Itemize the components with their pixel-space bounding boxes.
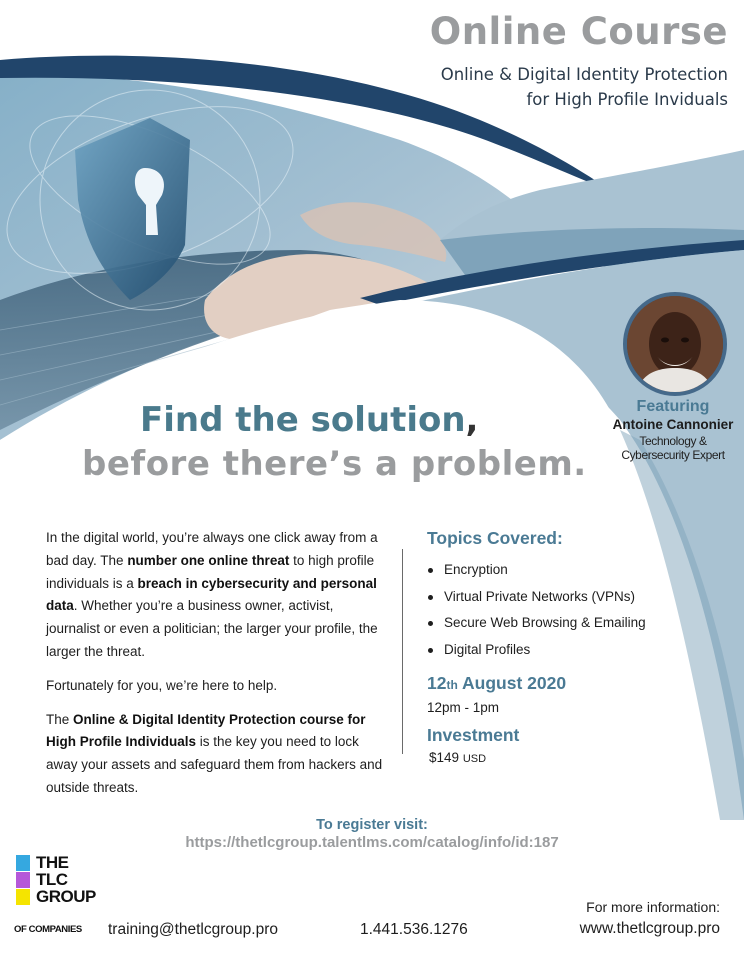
more-info-label: For more information: [586,899,720,915]
course-title: Online Course [429,10,728,53]
price-amount: $149 [429,750,460,765]
presenter-avatar [623,292,727,396]
subtitle-line-1: Online & Digital Identity Protection [440,65,728,84]
headline-comma: , [465,400,479,440]
presenter-info [598,398,744,462]
text-run: In the digital world, you’re always one click away from a bad day. The [46,530,378,568]
presenter-role-line-2: Cybersecurity Expert [621,448,725,462]
featuring-label: Featuring [636,398,710,415]
logo-word-group: GROUP [36,887,96,906]
text-run: The [46,711,74,727]
text-run: to high profile individuals is a [46,552,375,591]
register-label: To register visit: [316,817,428,833]
investment-heading: Investment [427,725,520,745]
body-copy [46,527,391,811]
presenter-role-line-1: Technology & [639,434,707,448]
presenter-role [598,434,744,462]
contact-phone[interactable]: 1.441.536.1276 [360,921,468,938]
website-link[interactable]: www.thetlcgroup.pro [579,920,720,937]
topic-item: Virtual Private Networks (VPNs) [427,584,727,611]
contact-email[interactable]: training@thetlcgroup.pro [108,921,278,938]
course-subtitle [328,62,728,112]
logo-bar-blue [16,855,30,871]
course-details [427,528,727,765]
course-date [427,673,727,694]
topic-item: Secure Web Browsing & Emailing [427,610,727,637]
course-price [427,750,727,765]
topic-item: Digital Profiles [427,637,727,664]
logo-word-tlc: TLC [36,870,68,889]
headline-line-2: before there’s a problem. [82,444,587,484]
emphasis-course-name: Online & Digital Identity Protection course for High Profile Individuals [46,711,366,750]
register-link[interactable]: https://thetlcgroup.talentlms.com/catalog/info/id:187 [185,834,559,851]
price-currency: USD [462,753,487,765]
topics-list [427,557,727,663]
body-paragraph-2: Fortunately for you, we’re here to help. [46,677,278,693]
date-day: 12 [427,673,447,693]
text-run: is the key you need to lock away your assets and safeguard them from hackers and outside threats. [46,734,383,795]
body-paragraph-1 [46,527,391,664]
body-paragraph-3 [46,709,391,800]
logo-bar-purple [16,872,30,888]
text-run: . Whether you’re a business owner, activist, journalist or even a politician; the larger your profile, the larger the threat. [46,598,378,659]
column-divider [402,549,403,754]
topics-heading: Topics Covered: [427,528,563,548]
tlc-group-logo [14,854,94,944]
course-time: 12pm - 1pm [427,700,500,715]
date-month-year: August 2020 [457,673,567,693]
headline-main: Find the solution [140,400,466,440]
date-suffix: th [446,678,458,692]
headline-line-1 [140,400,478,440]
logo-word-the: THE [36,853,69,872]
subtitle-line-2: for High Profile Inviduals [526,90,728,109]
topic-item: Encryption [427,557,727,584]
logo-bar-yellow [16,889,30,905]
presenter-name: Antoine Cannonier [612,417,734,432]
emphasis-threat: number one online threat [127,552,290,568]
logo-of-companies: OF COMPANIES [14,924,82,935]
emphasis-breach: breach in cybersecurity and personal data [46,575,377,614]
